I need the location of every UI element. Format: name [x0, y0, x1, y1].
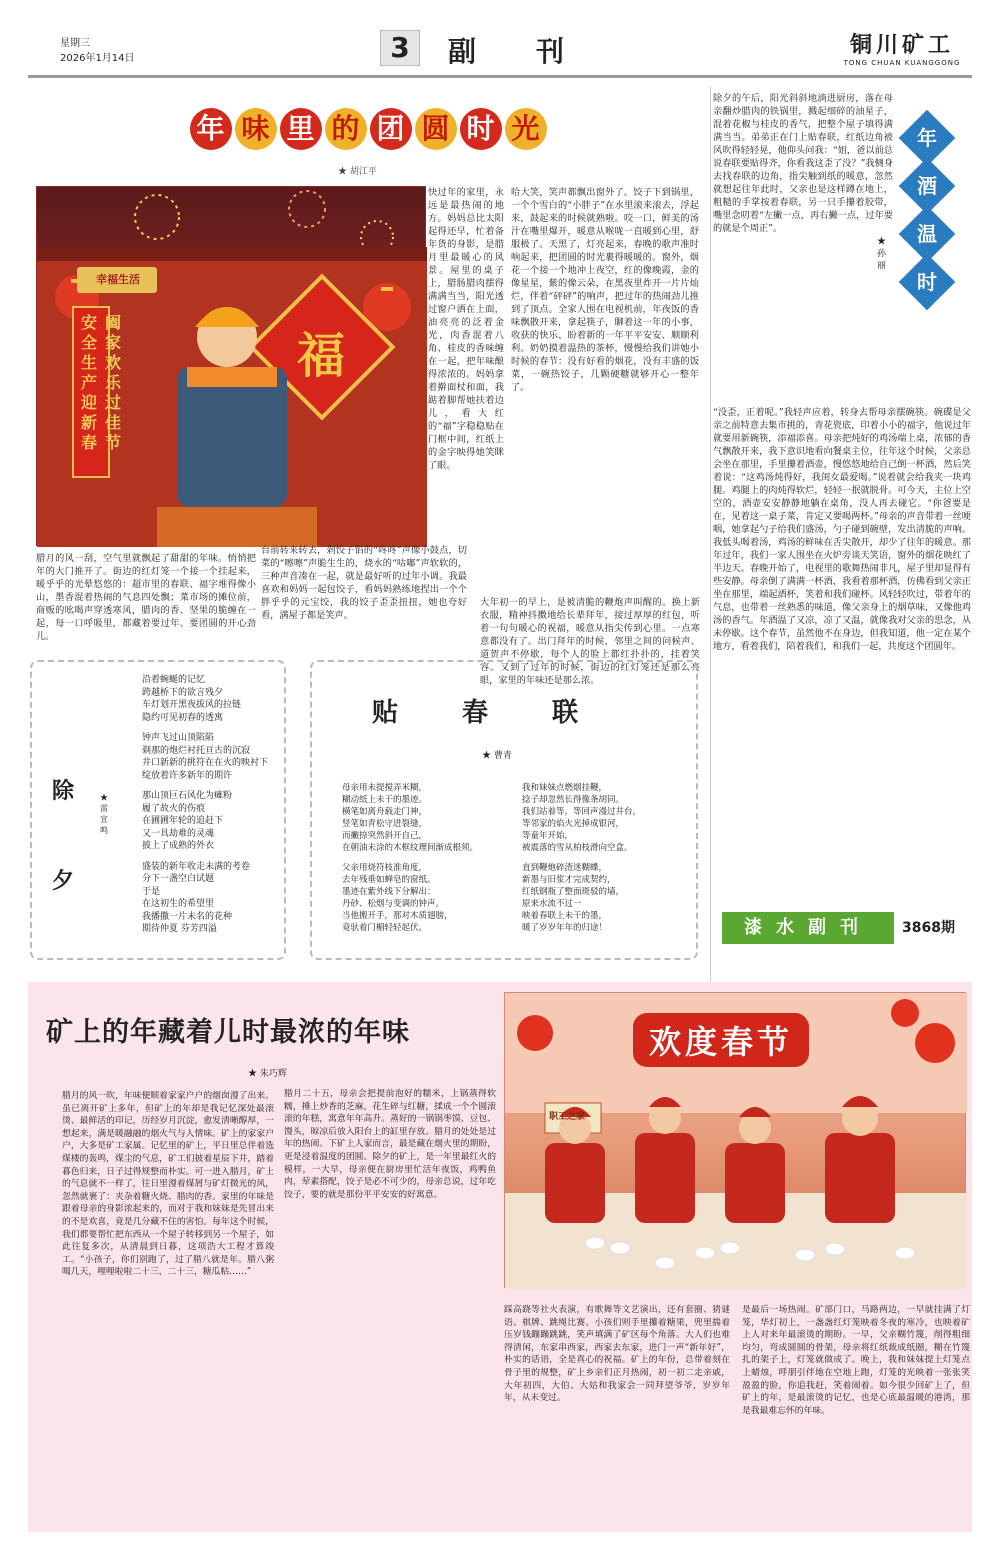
title-char: 酒: [917, 174, 937, 198]
title-char-badge: [899, 254, 956, 311]
article-paragraph: 腊月的风一刮，空气里就飘起了甜甜的年味。悄悄把年的大门推开了。街边的红灯笼一个接一个挂起来，暖乎乎的光晕悠悠的：超市里的春联、福字堆得像小山，墨香混着热闹的气息四处飘；菜市场的摊位前，商贩的吆喝声穿透寒风，腊肉的香、坚果的脆缠在一起，每一口呼吸里，都藏着要过年、要团圆的开心劲儿。: [36, 553, 256, 642]
article-new-year-wine: [710, 86, 972, 991]
poem-line: 沿着蜿蜒的记忆: [142, 675, 206, 685]
poem-line: 母亲用未提搅弄米糊，: [342, 783, 428, 793]
poem-line: 竖笔如青松守进裂缝，: [342, 819, 428, 829]
poem-line: 在朝油未涂的木框纹理间渐成根须。: [342, 843, 479, 853]
title-char: 的: [325, 108, 367, 150]
article-paragraph: 台前转来转去，剁饺子馅的“咚咚”声像小鼓点，切菜的“嚓嚓”声脆生生的，烧水的“咕嘟”声软软的，三种声音凑在一起，就是最好听的过年小调。我最喜欢和妈妈一起包饺子，看妈妈熟练地捏出一个个胖乎乎的元宝饺，我的饺子歪歪扭扭，她也夸好看，满屋子都是笑声。: [261, 545, 467, 621]
title-char: 时: [917, 270, 937, 294]
poem-line: 捻子却忽然长得像条胡同。: [522, 795, 625, 805]
article-title: [128, 108, 608, 154]
article-title: [907, 118, 957, 302]
poem-line: 隐约可见初春的透寓: [142, 712, 224, 723]
newspaper-brand: [832, 28, 972, 67]
article-paragraph: 是最后一场热闹。矿部门口，马路两边，一早就挂满了灯笼，华灯初上，一盏盏红灯笼映着冬夜的寒冷，也映着矿上人对来年最滚烫的期盼。一早，父亲糊竹篾，削得粗细均匀，弯成圆圆的骨架，母亲将红纸裁成纸圈，糊在竹篾扎的架子上，灯笼就做成了。晚上，我和妹妹提上灯笼点上蜡烛，呼朋引伴地在空地上跑，灯笼的光映着一张张笑盈盈的脸，你追我赶，笑着闹着。如今很少回矿上了，但矿上的年，是最滚烫的记忆，也是心底最温暖的港湾，那是我最难忘怀的年味。: [742, 1305, 970, 1416]
brand-name: 铜川矿工: [849, 32, 954, 58]
poem-line: 又一具劫难的灵魂: [142, 828, 215, 839]
poem-title: 贴春联: [372, 698, 643, 728]
illustration-couplet: 安全生产迎新春: [81, 313, 98, 452]
article-paragraph: 腊月的风一吹，年味便顺着家家户户的烟囱漫了出来。虽已离开矿上多年，但矿上的年却是我记忆深处最滚烫、最鲜活的印记，历经岁月沉淀，愈发清晰醇厚，一想起来，满是暖融融的烟火气与人情味。矿上的家家户户，大多是矿工家属。记忆里的矿上，平日里总伴着选煤楼的轰鸣，煤尘的气息，矿工们披着星辰下井，踏着暮色归来，日子过得规整而朴实。可一进入腊月，矿上的气息就不一样了，往日里漫着煤屑与矿灯微光的风，忽然就裹了：夹杂着糖火烧、腊肉的香。家里的年味是跟着母亲的身影浓起来的，而对于我和妹妹是先冒出来的不是欢喜，竟是几分藏不住的害怕。每年这个时候，我们都要帮忙把东西从一个屋子转移到另一个屋子，如此往复多次，从清晨到日暮，这项浩大工程才算竣工。“小孩子，你们别跑了，过了腊八就是年。腊八粥喝几天，哩哩啦啦二十三，二十三，糖瓜粘……”: [62, 1091, 274, 1278]
poem-line: 于是: [142, 886, 161, 897]
title-char: 团: [370, 108, 412, 150]
illustration-dumpling-making: [504, 992, 966, 1288]
page-number: 3: [380, 30, 420, 66]
article-paragraph: 快过年的家里，永远是最热闹的地方。妈妈总比太阳起得还早，忙着备年货的身影，是腊月里最暖心的风景。屋里的桌子上，腊肠腊肉摆得满满当当，阳光透过窗户洒在上面，油亮亮的泛着金光，肉香混着八角、桂皮的香味缠在一起，把年味酿得浓浓的。妈妈拿着擀面杖和面，我踮着脚帮她扶着边儿，看大红的“福”字稳稳贴在门框中间，红纸上的金字映得她笑眯了眼。: [428, 187, 504, 471]
poem-line: 期待仲夏 芬芳四溢: [142, 924, 217, 934]
article-author: ★ 孙丽: [877, 237, 887, 271]
poem-line: 直到鞭炮碎渣迷糊蝶，: [522, 863, 608, 873]
title-char: 温: [917, 222, 937, 246]
stanza-break: [522, 854, 682, 862]
poem-line: 披上了成熟的外衣: [142, 841, 215, 851]
article-mine-new-year: [28, 982, 972, 1532]
poem-author: ★ 雷宣鸣: [100, 793, 108, 835]
supplement-name: 漆水副刊: [722, 912, 894, 944]
article-paragraph: 腊月二十五，母亲会把提前泡好的糯米，上锅蒸得软糯，捶上炒香的芝麻，花生碎与红糖，揉成一个个圆滚滚的年糕，寓意年年高升。蒸好的一锅锅枣馍、豆包、馒头，晾凉后放入阳台上的缸里存放。腊月的处处是过年的热闹。下矿上人家而言，最是藏在烟火里的期盼，更是浸着温度的团圆。除夕的矿上，是一年里最红火的模样，一大早，母亲便在厨房里忙活年夜饭，鸡鸭鱼肉，荤素搭配，饺子是必不可少的，母亲总说，过年吃饺子，要的就是那份平平安安的好寓意。: [284, 1089, 496, 1200]
poem-line: 跨越桥下的欲言残夕: [142, 687, 224, 698]
poem-lines: [142, 674, 282, 936]
article-paragraph: 踩高跷等社火表演，有歌舞等文艺演出，还有套圈、猜谜语、棋牌、跳绳比赛。小孩们则手里攥着糖果，兜里揣着压岁钱蹦蹦跳跳，笑声填满了矿区每个角落。大人们也难得清闲，东家串西家，西家去东家，进门一声“新年好”，朴实的话语，全是真心的祝福。矿上的年份，总带着刻在骨子里的规整，矿上乡亲们正月热闹，初一初二走亲戚，大年初四，大伯、大姑和我家会一同拜望爷爷，岁岁年年，从未变过。: [504, 1305, 730, 1404]
poem-line: 横笔如离舟载走门神，: [342, 807, 428, 817]
issue-date-block: [60, 36, 135, 66]
poem-line: 车灯划开黑夜拔风的拉链: [142, 700, 242, 710]
poem-line: 墨迹在紫外线下分解出：: [342, 887, 436, 897]
poem-line: 等邻家的焰火光掉成银河，: [522, 819, 625, 829]
illustration-title: 欢度春节: [633, 1013, 809, 1067]
poem-line: 绽放着许多新年的期许: [142, 770, 233, 781]
title-char: 圆: [415, 108, 457, 150]
title-char: 年: [190, 108, 232, 150]
poem-line: 暖了岁岁年年的归途！: [522, 923, 608, 933]
poem-line: 我播撒一片未名的花种: [142, 911, 233, 922]
stanza-break: [142, 853, 282, 861]
poem-line: 竟驮着门楣轻轻起伏。: [342, 923, 428, 933]
poem-author: ★ 曹青: [482, 751, 512, 761]
brand-name-en: TONG CHUAN KUANGGONG: [843, 59, 961, 67]
poem-line: 盛装的新年收走未满的考卷: [142, 861, 251, 872]
title-char: 味: [235, 108, 277, 150]
article-author: ★ 朱巧辉: [248, 1069, 287, 1079]
article-paragraph: 大年初一的早上，是被清脆的鞭炮声叫醒的。换上新衣服，精神抖擞地给长辈拜年，接过厚厚的红包，听着一句句暖心的祝福，暖意从指尖传到心里。一点寒意都没有了。出门拜年的时候，邻里之间的问候声、道贺声不停歇，每个人的脸上都红扑扑的，挂着笑容。又到了过年的时候，街边的红灯笼还是那么亮眼，家里的年味还是那么浓。: [480, 597, 700, 686]
poem-line: 在圃圃年轮的追赶下: [142, 816, 224, 826]
article-paragraph: “没歪，正着呢。”我轻声应着，转身去帮母亲摆碗筷。碗碟是父亲之前特意去集市挑的，青花瓷底，印着小小的福字，他说过年就要用新碗筷，添福添喜。母亲把炖好的鸡汤端上桌，浓郁的香气飘散开来，我下意识地看向餐桌主位，往年这个时候，父亲总会坐在那里，手里攥着酒壶，慢悠悠地给自己倒一杯酒，然后笑着说：“这鸡汤炖得好，我闺女最爱喝。”说着就会给我夹一块鸡腿。鸡腿上的肉炖得软烂，轻轻一抿就脱骨。可今天，主位上空空的，酒壶安安静静地躺在桌角，没人再去碰它。“你爸要是在，见着这一桌子菜，肯定又要喝两杯。”母亲的声音带着一丝哽咽，她拿起勺子给我们盛汤，勺子碰到碗壁，发出清脆的声响。我低头喝着汤，鸡汤的鲜味在舌尖散开，却少了往年的暖意。那年过年，我们一家人围坐在火炉旁谈天笑语，窗外的烟花映红了半边天。春晚开始了，电视里的歌舞热闹非凡，屋子里却显得有些安静。母亲倒了满满一杯酒，我看着那杯酒，仿佛看到父亲正坐在那里，端起酒杯，笑着和我们碰杯。风轻轻吹过，带着年的气息，也带着一丝熟悉的味道，像父亲身上的烟草味，又像他鸡汤的香气。年酒温了又凉，凉了又温，就像我对父亲的思念，从未停歇。这个春节，虽然他不在身边，但我知道，他一定在某个地方，看着我们，陪着我们，和我们一起，共度这个团圆年。: [713, 407, 971, 652]
supplement-banner: [722, 912, 972, 944]
poem-new-years-eve: [30, 660, 286, 960]
title-char: 里: [280, 108, 322, 150]
stanza-break: [142, 782, 282, 790]
article-author: ★ 胡江平: [338, 167, 377, 177]
title-char: 光: [505, 108, 547, 150]
fu-character: 福: [297, 328, 346, 384]
poem-title: 除夕: [52, 778, 75, 894]
poem-line: 红纸钢瓶了整面斑驳的墙，: [522, 887, 625, 897]
poem-line: 原来水流不过一: [522, 899, 582, 909]
poem-line: 在这初生的希望里: [142, 899, 215, 909]
poem-line: 被震落的雪从柏枝滑向空盒。: [522, 843, 633, 853]
stanza-break: [342, 854, 502, 862]
poem-stanza-right: [522, 782, 682, 934]
poem-line: 分下一盏空白试题: [142, 874, 215, 884]
issue-number: 3868期: [902, 920, 955, 936]
title-char: 年: [917, 126, 937, 150]
poem-line: 当他搬开手，那对木质翅膀，: [342, 911, 453, 921]
poem-line: 剃那的炮烂衬托亘古的沉寂: [142, 745, 251, 756]
poem-line: 映着春联上未干的墨，: [522, 911, 608, 921]
poem-stanza-left: [342, 782, 502, 934]
title-char: 时: [460, 108, 502, 150]
illustration-sign: 职工之家: [549, 1112, 586, 1122]
article-paragraph: 除夕的午后，阳光斜斜地淌进厨房，落在母亲翻炒腊肉的铁锅里，溅起细碎的油星子，混着花椒与桂皮的香气，把整个屋子填得满满当当。弟弟正在门上贴春联，红纸边角被风吹得轻轻晃，他仰头问我：“姐，爸以前总说春联要贴得齐，你看我这歪了没？”我侧身去找春联的边角，指尖触到纸的暖意，忽然就想起往年此时，父亲也是这样蹲在地上，粗糙的手掌按着春联，另一只手攥着胶带，嘴里念叨着“左撇一点，再右撇一点，过年要的就是个周正”。: [713, 93, 893, 234]
poem-spring-couplets: [310, 660, 698, 960]
masthead-rule: [28, 75, 972, 78]
masthead: [28, 28, 972, 76]
stanza-break: [142, 724, 282, 732]
poem-line: 我们站着等，等回声漫过井台，: [522, 807, 642, 817]
poem-line: 糊动纸上未干的墨迹。: [342, 795, 428, 805]
poem-line: 父亲用烧符枝准角度，: [342, 863, 428, 873]
poem-line: 钟声飞过山顶陷陷: [142, 733, 215, 743]
article-title: 矿上的年藏着儿时最浓的年味: [46, 1017, 410, 1048]
poem-line: 等童年开始，: [522, 831, 574, 841]
poem-line: 去年残垂如蝉皂的窗纸。: [342, 875, 436, 885]
weekday: 星期三: [60, 38, 90, 49]
poem-line: 丹砂、松烟与变调的钟声。: [342, 899, 445, 909]
illustration-sign: 幸福生活: [96, 273, 140, 286]
poem-line: 我和妹妹点燃烟挂鞭，: [522, 783, 608, 793]
poem-line: 履了故火的伤痕: [142, 803, 206, 814]
poem-line: 那山顶巨石风化为瘫粉: [142, 791, 233, 801]
poem-line: 井口新新的挑符在在火的映衬下: [142, 758, 269, 768]
issue-date: 2026年1月14日: [60, 53, 135, 64]
poem-line: 而撇捺突然斜开自己，: [342, 831, 428, 841]
section-title: 副刊: [448, 35, 625, 68]
illustration-couplet-2: 阖家欢乐过佳节: [105, 313, 122, 452]
illustration-miner-couplets: [36, 186, 426, 546]
article-paragraph: 哈大笑，笑声都飘出窗外了。饺子下到锅里，一个个雪白的“小胖子”在水里滚来滚去，浮起来，鼓起来的时候就熟啦。咬一口，鲜美的汤汁在嘴里爆开，暖意从喉咙一直暖到心里，舒服极了。天黑了，灯亮起来，春晚的歌声准时响起来，把团圆的时光裹得暖暖的。窗外，烟花一个接一个地冲上夜空，红的像晚霞，金的像星星，紫的像云朵，在黑夜里炸开一片片灿烂，伴着“砰砰”的响声，把过年的热闹劲儿推到了顶点。全家人围在电视机前，年夜饭的香味飘散开来，拿起筷子，聊着这一年的小事，收获的快乐、盼着新的一年平平安安、顺顺利利。奶奶摸着温热的茶杯，慢慢给我们讲她小时候的春节：没有好看的烟花，没有丰盛的饭菜，一碗热饺子，几颗硬糖就够开心一整年了。: [511, 187, 699, 393]
poem-line: 新墨与旧浆才完成契约，: [522, 875, 616, 885]
